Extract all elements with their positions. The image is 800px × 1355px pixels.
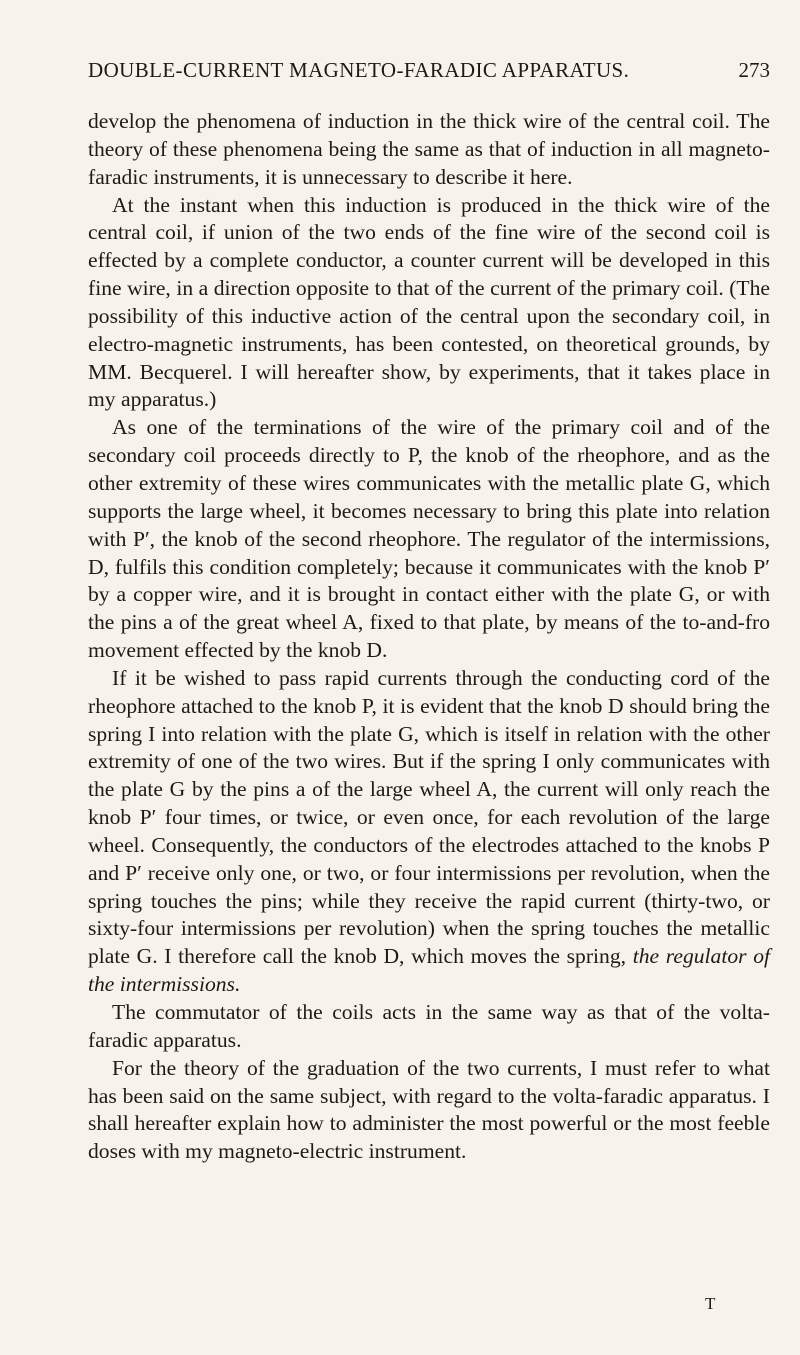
- paragraph-6: For the theory of the graduation of the two currents, I must refer to what has been said on the same subject, with regard to the volta-faradic apparatus. I shall hereafter explain how to administer the most powerful or the most feeble doses with my magneto-electric instrument.: [88, 1055, 770, 1164]
- page-number: 273: [738, 58, 770, 82]
- paragraph-3: As one of the terminations of the wire of the primary coil and of the secondary coil proceeds directly to P, the knob of the rheophore, and as the other extremity of these wires communicates with the metallic plate G, which supports the large wheel, it becomes necessary to bring this plate into relation with P′, the knob of the second rheophore. The regulator of the intermissions, D, fulfils this condition completely; because it communicates with the knob P′ by a copper wire, and it is brought in contact either with the plate G, or with the pins a of the great wheel A, fixed to that plate, by means of the to-and-fro movement effected by the knob D.: [88, 415, 770, 663]
- paragraph-4-text: If it be wished to pass rapid currents through the conducting cord of the rheophore attached to the knob P, it is evident that the knob D should bring the spring I into relation with the plate G, which is itself in relation with the other extremity of one of the two wires. But if the spring I only communicates with the plate G by the pins a of the large wheel A, the current will only reach the knob P′ four times, or twice, or even once, for each revolution of the large wheel. Consequently, the conductors of the electrodes attached to the knobs P and P′ receive only one, or two, or four intermissions per revolution, when the spring touches the pins; while they receive the rapid current (thirty-two, or sixty-four intermissions per revolution) when the spring touches the metallic plate G. I therefore call the knob D, which moves the spring,: [88, 665, 770, 969]
- page-header: [88, 58, 770, 88]
- paragraph-5: The commutator of the coils acts in the same way as that of the volta-faradic apparatus.: [88, 1000, 770, 1052]
- running-head: DOUBLE-CURRENT MAGNETO-FARADIC APPARATUS.: [88, 58, 630, 82]
- paragraph-4: [88, 665, 770, 999]
- signature-mark: T: [705, 1294, 716, 1313]
- paragraph-1: develop the phenomena of induction in the thick wire of the central coil. The theory of these phenomena being the same as that of induction in all magneto-faradic instruments, it is unnecessary to describe it here.: [88, 109, 770, 189]
- paragraph-2: At the instant when this induction is produced in the thick wire of the central coil, if union of the two ends of the fine wire of the second coil is effected by a complete conductor, a counter current will be developed in this fine wire, in a direction opposite to that of the current of the primary coil. (The possibility of this inductive action of the central upon the secondary coil, in electro-magnetic instruments, has been contested, on theoretical grounds, by MM. Becquerel. I will hereafter show, by experiments, that it takes place in my apparatus.): [88, 192, 770, 412]
- body-text: [88, 108, 770, 1166]
- italic-term: the regulator of the intermissions.: [88, 944, 771, 997]
